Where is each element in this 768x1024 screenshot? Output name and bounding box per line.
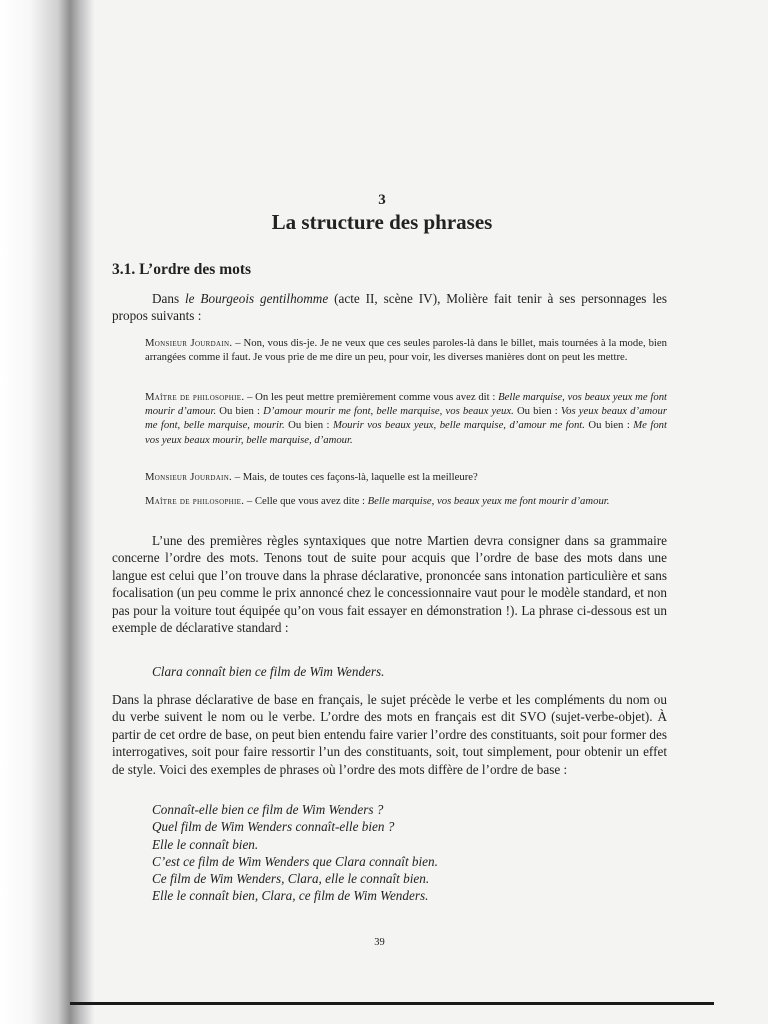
dialogue-line-1	[145, 336, 667, 364]
dialogue-line-3	[145, 470, 667, 484]
book-spine-shadow	[0, 0, 95, 1024]
list-item: Elle le connaît bien, Clara, ce film de Wim Wenders.	[152, 888, 429, 904]
dialogue-variant: Belle marquise, vos beaux yeux me font mourir d’amour.	[367, 495, 610, 507]
body-paragraph-1: L’une des premières règles syntaxiques que notre Martien devra consigner dans sa grammaire concerne l’ordre des mots. Tenons tout de suite pour acquis que l’ordre de base des mots dans une langue est celui que l’on trouve dans la phrase déclarative, prononcée sans intonation particulière et sans focalisation (un peu comme le prix annoncé chez le concessionnaire vaut pour le modèle standard, et non pas pour la voiture tout équipée qu’on vous fait essayer en démonstration !). La phrase ci-dessous est un exemple de déclarative standard :	[112, 533, 667, 636]
dialogue-text: – On les peut mettre premièrement comme vous avez dit :	[244, 391, 499, 403]
dialogue-variant: Vos yeux beaux d’amour me font, belle marquise, mourir.	[145, 405, 667, 432]
list-item: Quel film de Wim Wenders connaît-elle bien ?	[152, 819, 395, 835]
dialogue-line-4	[145, 494, 667, 508]
chapter-title: La structure des phrases	[271, 210, 493, 234]
example-standard: Clara connaît bien ce film de Wim Wenders.	[152, 664, 385, 679]
dialogue-variant: Mourir vos beaux yeux, belle marquise, d’amour me font.	[332, 419, 585, 432]
list-item: C’est ce film de Wim Wenders que Clara connaît bien.	[152, 853, 438, 869]
list-item: Connaît-elle bien ce film de Wim Wenders ?	[152, 802, 384, 817]
dialogue-variant: D’amour mourir me font, belle marquise, vos beaux yeux.	[263, 405, 514, 418]
intro-text-start: Dans	[152, 291, 186, 306]
dialogue-text: Ou bien :	[216, 405, 264, 418]
dialogue-text: – Non, vous dis-je. Je ne veux que ces seules paroles-là dans le billet, mais tournées à la mode, bien arrangées comme il faut. Je vous prie de me dire un peu, pour voir, les diverses manières dont on peut les mettre.	[145, 337, 667, 364]
dialogue-variant: Belle marquise, vos beaux yeux me font mourir d’amour.	[145, 391, 668, 418]
body-paragraph-2: Dans la phrase déclarative de base en français, le sujet précède le verbe et les compléments du nom ou du verbe suivent le nom ou le verbe. L’ordre des mots en français est dit SVO (sujet-verbe-objet). À partir de cet ordre de base, on peut bien entendu faire varier l’ordre des constituants, soit pour former des interrogatives, soit pour faire ressortir l’un des constituants, soit, tout simplement, pour obtenir un effet de style. Voici des exemples de phrases où l’ordre des mots diffère de l’ordre de base :	[112, 692, 667, 777]
page-bottom-edge	[70, 1002, 714, 1005]
intro-paragraph	[112, 290, 667, 325]
dialogue-variant: Me font vos yeux beaux mourir, belle marquise, d’amour.	[145, 419, 667, 446]
work-title: le Bourgeois gentilhomme	[185, 291, 329, 306]
list-item: Elle le connaît bien.	[152, 836, 259, 852]
dialogue-text: Ou bien :	[513, 405, 561, 418]
book-page	[112, 0, 667, 1000]
dialogue-text: – Mais, de toutes ces façons-là, laquelle est la meilleure?	[232, 471, 478, 483]
page-number: 39	[374, 937, 385, 948]
example-list	[152, 801, 438, 905]
speaker-name: Maître de philosophie.	[145, 391, 245, 403]
section-title: 3.1. L’ordre des mots	[112, 261, 252, 278]
dialogue-text: Ou bien :	[584, 419, 634, 432]
dialogue-text: Ou bien :	[284, 419, 333, 432]
speaker-name: Monsieur Jourdain.	[145, 337, 233, 349]
dialogue-line-2	[145, 390, 667, 447]
chapter-number: 3	[378, 192, 386, 208]
dialogue-text: – Celle que vous avez dite :	[244, 495, 368, 507]
speaker-name: Monsieur Jourdain.	[145, 471, 233, 483]
list-item: Ce film de Wim Wenders, Clara, elle le connaît bien.	[152, 871, 430, 887]
speaker-name: Maître de philosophie.	[145, 495, 245, 507]
intro-text-end: (acte II, scène IV), Molière fait tenir à ses personnages les propos suivants :	[112, 291, 667, 324]
